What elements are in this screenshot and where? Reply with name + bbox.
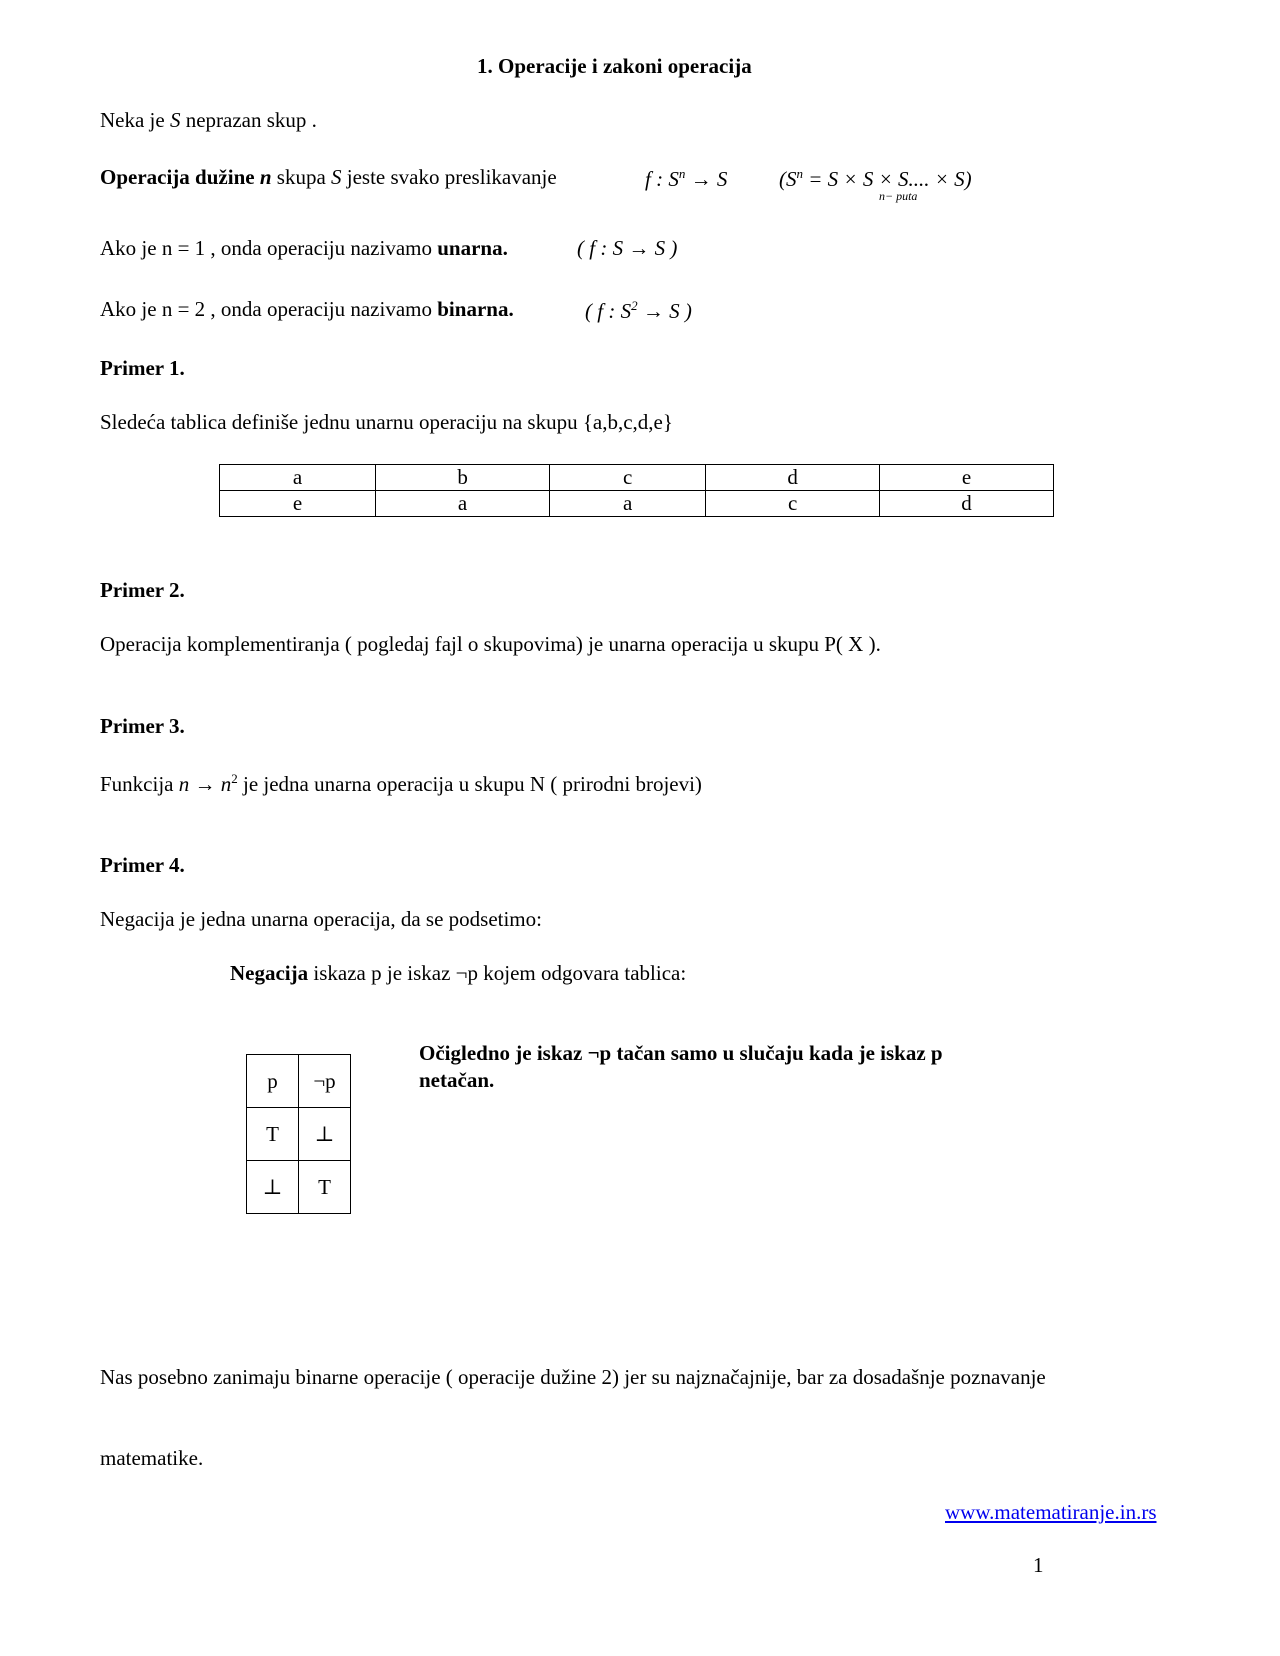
formula-main: f : S [645, 167, 679, 191]
table-row [220, 491, 1054, 517]
underbrace-label: n− puta [879, 189, 918, 203]
table-cell: e [880, 465, 1054, 491]
example-4-heading: Primer 4. [100, 853, 185, 877]
unary-line [100, 238, 508, 259]
example-4-text: Negacija je jedna unarna operacija, da se podsetimo: [100, 907, 542, 931]
intro-pre: Neka je [100, 108, 170, 132]
example-1-text: Sledeća tablica definiše jednu unarnu operaciju na skupu {a,b,c,d,e} [100, 410, 673, 434]
negation-bold: Negacija [230, 961, 309, 985]
example-3-pre: Funkcija [100, 772, 179, 796]
paren-formula: (S [779, 167, 797, 191]
table-row [247, 1161, 351, 1214]
table-cell: ¬p [299, 1055, 351, 1108]
table-cell: c [550, 465, 706, 491]
table-cell: e [220, 491, 376, 517]
page-title: 1. Operacije i zakoni operacija [477, 54, 752, 78]
negation-text: iskaza p je iskaz ¬p kojem odgovara tablica: [308, 961, 687, 985]
example-2-text: Operacija komplementiranja ( pogledaj fajl o skupovima) je unarna operacija u skupu P( X ). [100, 632, 881, 656]
definition-paren-formula [779, 167, 972, 190]
table-cell: ⊥ [247, 1161, 299, 1214]
intro-var: S [169, 108, 181, 132]
negation-table [246, 1054, 351, 1214]
table-cell: ⊥ [299, 1108, 351, 1161]
formula-sup: n [678, 166, 686, 181]
page-number: 1 [1033, 1553, 1044, 1577]
table-row [247, 1055, 351, 1108]
unary-bold: unarna. [437, 236, 508, 260]
definition-s: S [331, 165, 342, 189]
binary-formula [585, 299, 692, 322]
table-cell: p [247, 1055, 299, 1108]
table-cell: a [220, 465, 376, 491]
negation-note-line1: Očigledno je iskaz ¬p tačan samo u slučaju kada je iskaz p [419, 1041, 943, 1065]
intro-text [100, 110, 317, 131]
unary-operation-table [219, 464, 1054, 517]
footer-link[interactable]: www.matematiranje.in.rs [945, 1500, 1157, 1524]
binary-bold: binarna. [437, 297, 514, 321]
closing-line2: matematike. [100, 1446, 204, 1470]
table-cell: d [880, 491, 1054, 517]
table-cell: a [376, 491, 550, 517]
definition-line [100, 167, 557, 188]
example-3-sup: 2 [231, 771, 238, 786]
formula-tail: → S [685, 167, 728, 191]
definition-text1: skupa [271, 165, 332, 189]
binary-pre: Ako je n = 2 , onda operaciju nazivamo [100, 297, 438, 321]
table-row [247, 1108, 351, 1161]
example-1-heading: Primer 1. [100, 356, 185, 380]
definition-bold: Operacija dužine [100, 165, 260, 189]
negation-definition [230, 963, 686, 984]
table-cell: b [376, 465, 550, 491]
paren-tail: = S × S × S.... × S) [803, 167, 972, 191]
binary-sup: 2 [631, 298, 638, 313]
example-2-heading: Primer 2. [100, 578, 185, 602]
example-3-heading: Primer 3. [100, 714, 185, 738]
closing-line1: Nas posebno zanimaju binarne operacije ( operacije dužine 2) jer su najznačajnije, bar za dosadašnje poznavanje [100, 1365, 1046, 1389]
unary-pre: Ako je n = 1 , onda operaciju nazivamo [100, 236, 438, 260]
negation-note-line2: netačan. [419, 1068, 495, 1092]
table-cell: c [706, 491, 880, 517]
definition-text2: jeste svako preslikavanje [341, 165, 557, 189]
table-cell: a [550, 491, 706, 517]
table-cell: d [706, 465, 880, 491]
definition-formula [645, 167, 727, 190]
unary-formula: ( f : S → S ) [577, 236, 678, 260]
binary-formula-a: ( f : S [585, 299, 632, 323]
example-3-formula: n → n [178, 772, 232, 796]
table-cell: T [299, 1161, 351, 1214]
intro-post: neprazan skup . [180, 108, 317, 132]
example-3-text [100, 772, 702, 795]
paren-sup: n [796, 166, 803, 181]
example-3-post: je jedna unarna operacija u skupu N ( prirodni brojevi) [237, 772, 702, 796]
table-row [220, 465, 1054, 491]
table-cell: T [247, 1108, 299, 1161]
binary-line [100, 299, 514, 320]
definition-n: n [259, 165, 272, 189]
binary-formula-b: → S ) [637, 299, 692, 323]
